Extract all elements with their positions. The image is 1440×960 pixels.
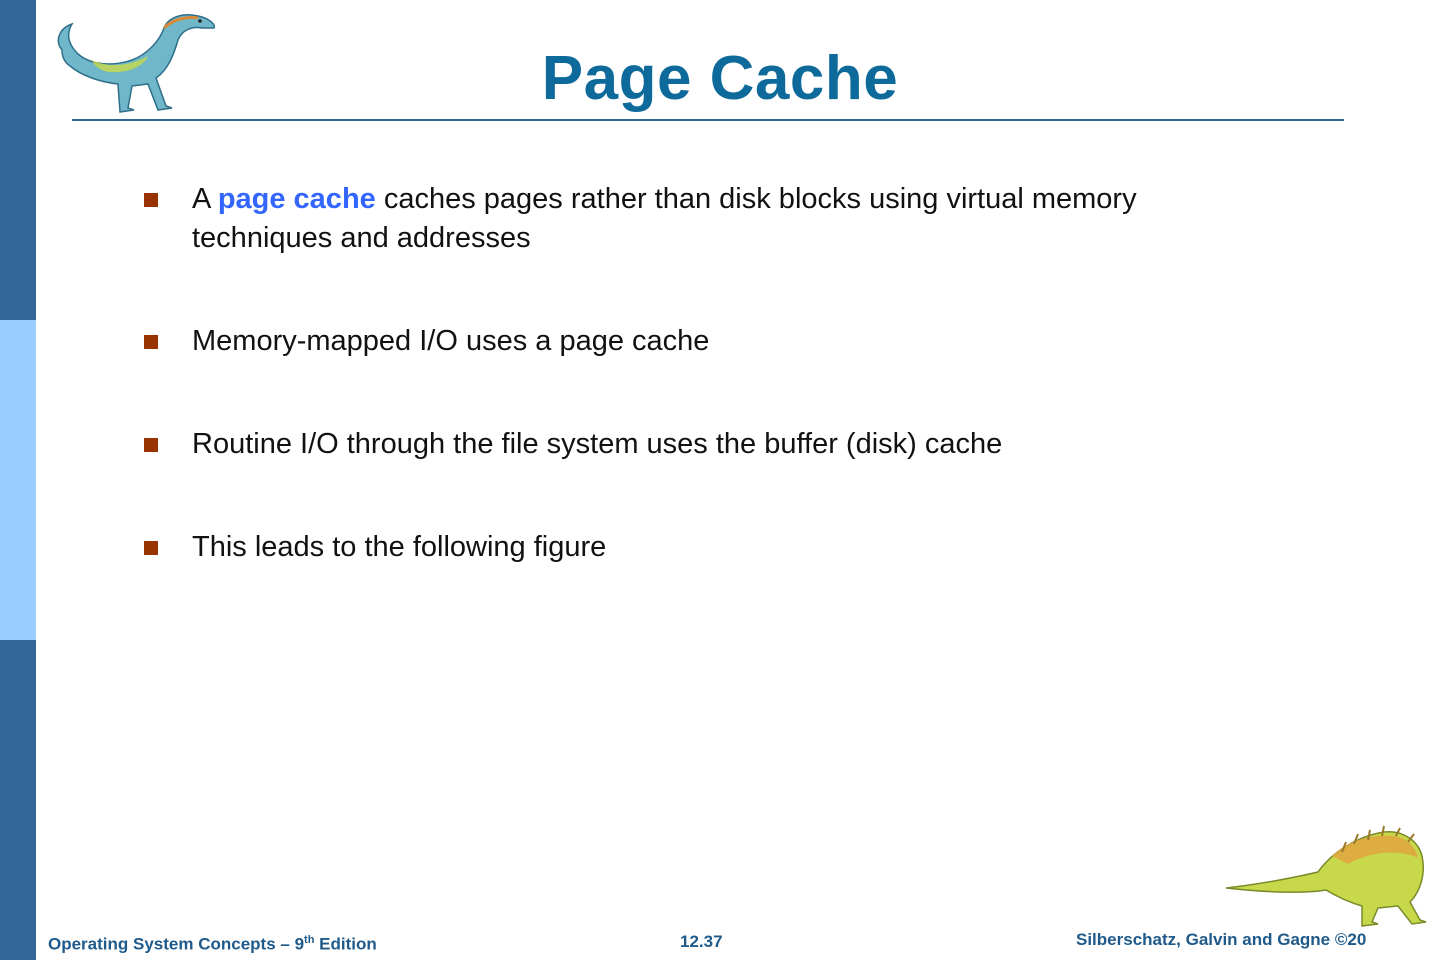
dinosaur-logo-bottom-icon <box>1222 822 1428 930</box>
bullet-suffix: caches pages rather than disk blocks using virtual memory techniques and addresses <box>192 183 1137 254</box>
bullet-item <box>140 322 1260 361</box>
footer-page-number: 12.37 <box>680 932 723 951</box>
left-band-bottom <box>0 640 36 960</box>
slide-title: Page Cache <box>541 44 899 113</box>
footer-book-title-main: Operating System Concepts – 9 <box>48 934 305 954</box>
bullet-item <box>140 180 1260 258</box>
bullet-list <box>140 180 1260 567</box>
footer-book-title <box>48 934 377 955</box>
square-bullet-icon <box>144 335 158 349</box>
bullet-keyword: page cache <box>217 183 376 215</box>
title-underline <box>72 119 1344 121</box>
square-bullet-icon <box>144 193 158 207</box>
footer-book-title-tail: Edition <box>314 934 377 954</box>
bullet-text: Routine I/O through the file system uses the buffer (disk) cache <box>192 428 1003 460</box>
square-bullet-icon <box>144 438 158 452</box>
footer-authors: Silberschatz, Galvin and Gagne ©20 <box>1076 930 1367 949</box>
footer-edition-sup: th <box>304 934 315 946</box>
bullet-text: This leads to the following figure <box>192 531 607 563</box>
bullet-item <box>140 528 1260 567</box>
bullet-item <box>140 425 1260 464</box>
bullet-text: Memory-mapped I/O uses a page cache <box>192 325 710 357</box>
square-bullet-icon <box>144 541 158 555</box>
bullet-prefix: A <box>192 183 218 215</box>
left-color-band <box>0 0 36 960</box>
left-band-middle <box>0 320 36 640</box>
